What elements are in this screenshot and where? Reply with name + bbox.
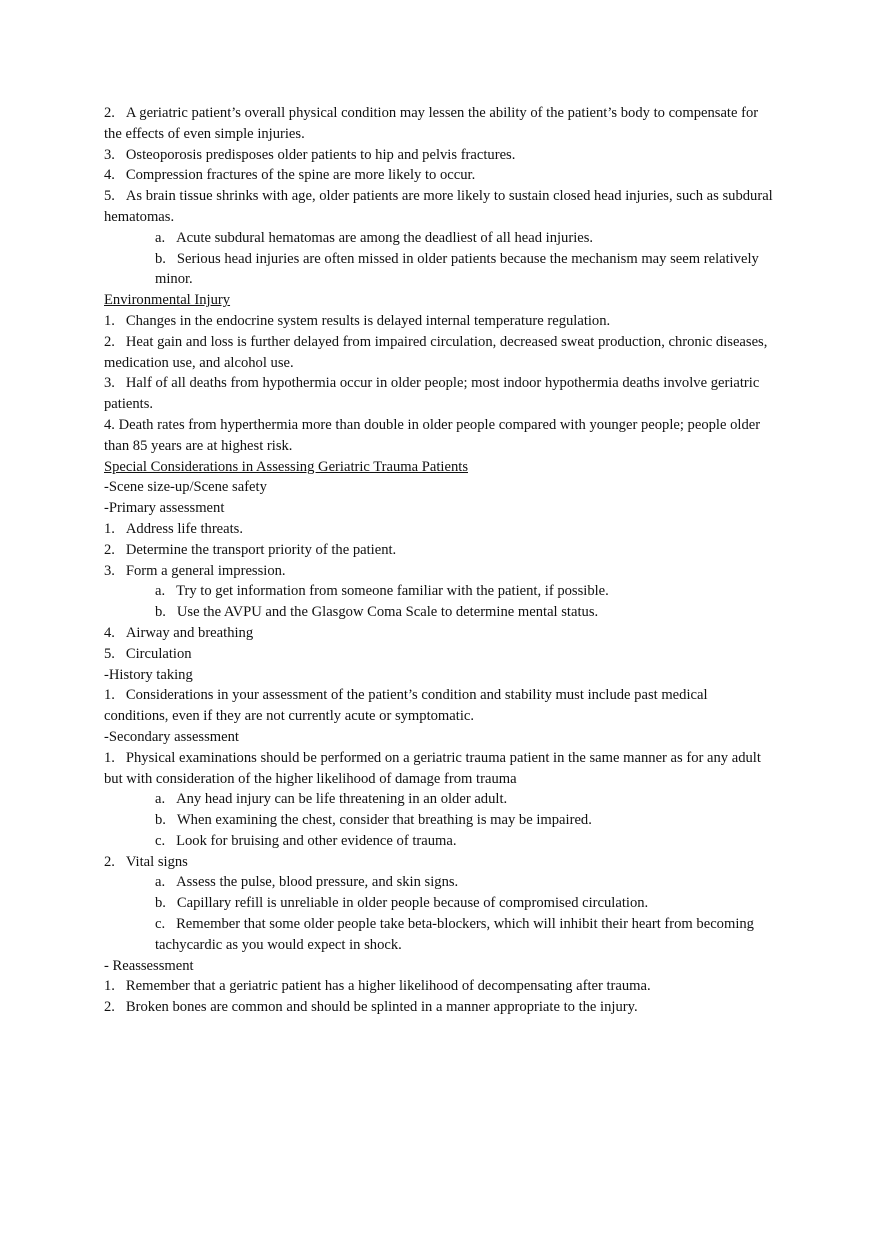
list-item: 3. Osteoporosis predisposes older patients to hip and pelvis fractures. (104, 146, 516, 163)
document-body (104, 103, 774, 1018)
sub-list-item: c. Remember that some older people take beta-blockers, which will inhibit their heart from becoming tachycardic as you would expect in shock. (155, 916, 754, 953)
list-item: 5. Circulation (104, 645, 192, 662)
sub-list-item: b. Capillary refill is unreliable in older people because of compromised circulation. (155, 895, 649, 912)
subsection-label: -Scene size-up/Scene safety (104, 479, 267, 496)
list-item: 4. Airway and breathing (104, 624, 254, 641)
subsection-label: -Secondary assessment (104, 728, 239, 745)
sub-list-item: a. Assess the pulse, blood pressure, and skin signs. (155, 874, 459, 891)
sub-list-item: a. Acute subdural hematomas are among the deadliest of all head injuries. (155, 229, 594, 246)
subsection-label: - Reassessment (104, 957, 194, 974)
sub-list-item: a. Try to get information from someone familiar with the patient, if possible. (155, 583, 609, 600)
list-item: 1. Remember that a geriatric patient has a higher likelihood of decompensating after trauma. (104, 978, 651, 995)
sub-list-item: b. When examining the chest, consider that breathing is may be impaired. (155, 812, 592, 829)
sub-list-item: c. Look for bruising and other evidence of trauma. (155, 832, 457, 849)
section-heading-environmental-injury: Environmental Injury (104, 292, 231, 309)
sub-list-item: a. Any head injury can be life threatening in an older adult. (155, 791, 508, 808)
list-item: 3. Form a general impression. (104, 562, 286, 579)
list-item: 1. Considerations in your assessment of the patient’s condition and stability must include past medical conditions, even if they are not currently acute or symptomatic. (104, 687, 708, 725)
list-item: 4. Compression fractures of the spine are more likely to occur. (104, 167, 476, 184)
list-item: 2. Determine the transport priority of the patient. (104, 541, 397, 558)
list-item: 3. Half of all deaths from hypothermia occur in older people; most indoor hypothermia deaths involve geriatric patients. (104, 375, 760, 413)
subsection-label: -History taking (104, 666, 193, 683)
list-item: 1. Physical examinations should be performed on a geriatric trauma patient in the same manner as for any adult but with consideration of the higher likelihood of damage from trauma (104, 749, 761, 787)
subsection-label: -Primary assessment (104, 500, 225, 517)
sub-list-item: b. Use the AVPU and the Glasgow Coma Scale to determine mental status. (155, 604, 599, 621)
list-item: 1. Address life threats. (104, 520, 244, 537)
section-heading-special-considerations: Special Considerations in Assessing Geriatric Trauma Patients (104, 458, 468, 475)
list-item: 2. A geriatric patient’s overall physical condition may lessen the ability of the patient’s body to compensate for the effects of even simple injuries. (104, 105, 759, 142)
list-item: 5. As brain tissue shrinks with age, older patients are more likely to sustain closed head injuries, such as subdural hematomas. (104, 188, 773, 225)
list-item: 1. Changes in the endocrine system results is delayed internal temperature regulation. (104, 312, 611, 329)
list-item: 2. Vital signs (104, 853, 188, 870)
list-item: 4. Death rates from hyperthermia more than double in older people compared with younger people; people older than 85 years are at highest risk. (104, 416, 761, 454)
list-item: 2. Heat gain and loss is further delayed from impaired circulation, decreased sweat production, chronic diseases, medication use, and alcohol use. (104, 333, 768, 371)
sub-list-item: b. Serious head injuries are often missed in older patients because the mechanism may seem relatively minor. (155, 250, 759, 288)
list-item: 2. Broken bones are common and should be splinted in a manner appropriate to the injury. (104, 999, 638, 1016)
